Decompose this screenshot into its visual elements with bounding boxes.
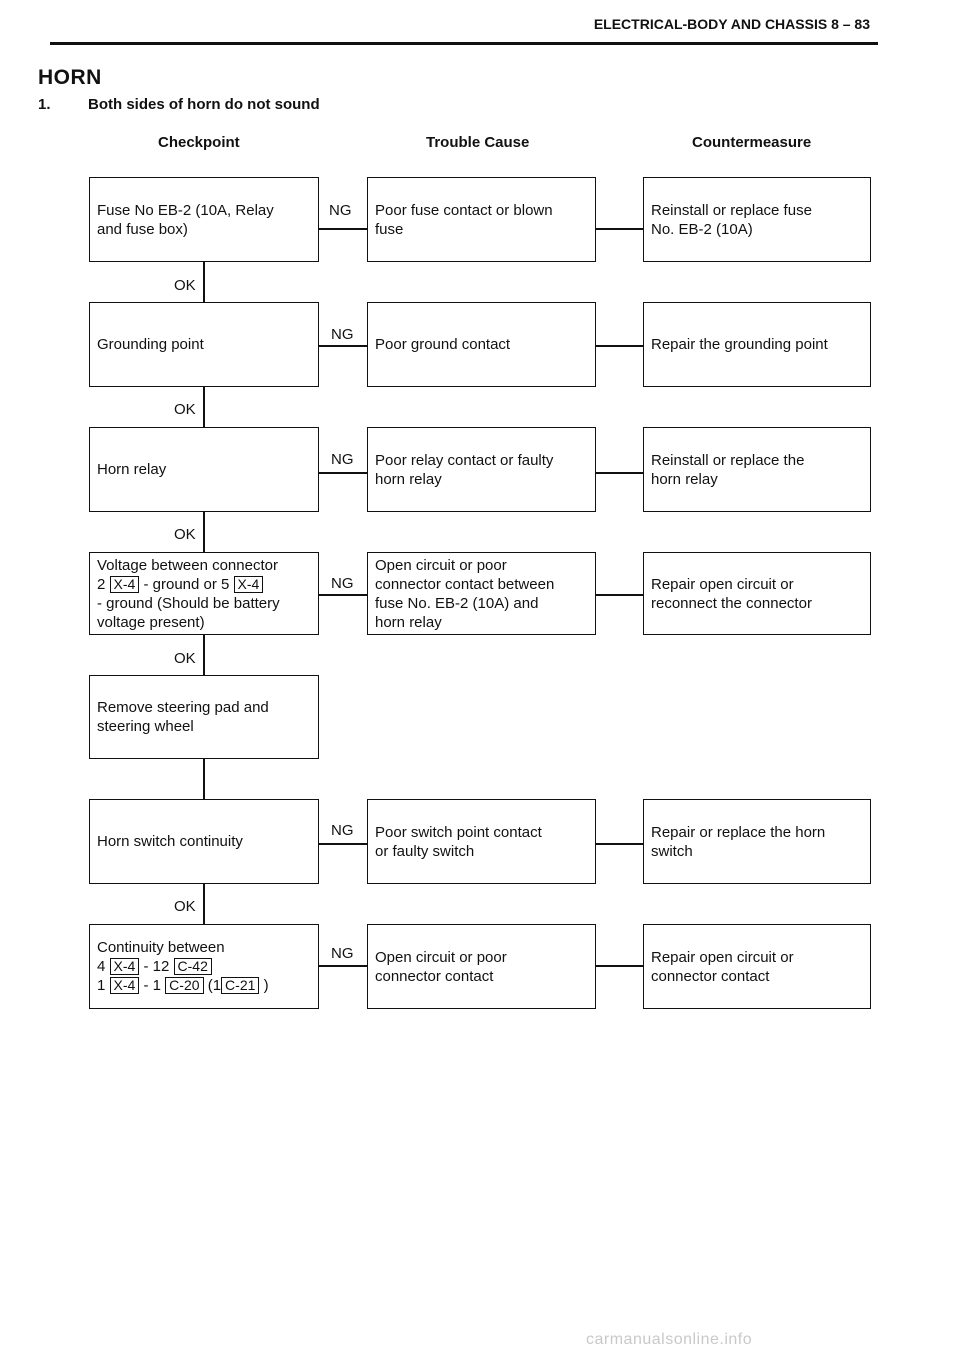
column-header-trouble-cause: Trouble Cause bbox=[426, 134, 530, 151]
checkpoint-box-continuity bbox=[89, 924, 319, 1009]
countermeasure-text: Reinstall or replace the bbox=[651, 451, 805, 469]
countermeasure-text: switch bbox=[651, 842, 693, 860]
cause-connector-line bbox=[596, 228, 643, 230]
connector-code: X-4 bbox=[110, 977, 140, 994]
cause-text: horn relay bbox=[375, 613, 442, 631]
cause-text: Poor fuse contact or blown bbox=[375, 201, 553, 219]
checkpoint-text: Horn switch continuity bbox=[97, 833, 243, 850]
ng-label: NG bbox=[331, 945, 354, 962]
connector-code: C-20 bbox=[165, 977, 203, 994]
checkpoint-text: Voltage between connector bbox=[97, 556, 278, 574]
checkpoint-box-fuse bbox=[89, 177, 319, 262]
countermeasure-box-horn-relay bbox=[643, 427, 871, 512]
ng-label: NG bbox=[329, 202, 352, 219]
checkpoint-text: Remove steering pad and bbox=[97, 699, 269, 716]
cause-connector-line bbox=[596, 345, 643, 347]
ng-connector-line bbox=[319, 965, 367, 967]
section-subtitle bbox=[38, 96, 320, 113]
checkpoint-text: ) bbox=[263, 977, 269, 994]
cause-box-voltage bbox=[367, 552, 596, 635]
cause-box-horn-relay bbox=[367, 427, 596, 512]
countermeasure-box-voltage bbox=[643, 552, 871, 635]
subtitle-text: Both sides of horn do not sound bbox=[88, 96, 320, 113]
cause-connector-line bbox=[596, 594, 643, 596]
cause-text: fuse bbox=[375, 220, 404, 238]
countermeasure-box-continuity bbox=[643, 924, 871, 1009]
connector-code: C-42 bbox=[174, 958, 212, 975]
ok-label: OK bbox=[174, 277, 196, 294]
cause-text: connector contact bbox=[375, 967, 494, 985]
checkpoint-text: and fuse box) bbox=[97, 220, 188, 238]
ok-label: OK bbox=[174, 898, 196, 915]
cause-text: horn relay bbox=[375, 470, 442, 488]
ok-connector-line bbox=[203, 262, 205, 302]
ok-connector-line bbox=[203, 884, 205, 924]
page-header-title: ELECTRICAL-BODY AND CHASSIS 8 – 83 bbox=[593, 16, 870, 32]
ok-connector-line bbox=[203, 512, 205, 552]
countermeasure-box-grounding bbox=[643, 302, 871, 387]
flow-connector-line bbox=[203, 759, 205, 799]
cause-text: fuse No. EB-2 (10A) and bbox=[375, 594, 539, 612]
cause-text: Poor relay contact or faulty bbox=[375, 451, 554, 469]
section-title: HORN bbox=[38, 66, 102, 89]
pin-number: 2 bbox=[97, 575, 106, 593]
cause-text: Poor ground contact bbox=[375, 336, 511, 353]
checkpoint-text: (1 bbox=[207, 977, 222, 994]
ng-label: NG bbox=[331, 575, 354, 592]
cause-text: connector contact between bbox=[375, 575, 555, 593]
checkpoint-text: - 12 bbox=[143, 958, 170, 975]
checkpoint-text: - ground or 5 bbox=[143, 575, 230, 593]
checkpoint-box-horn-switch bbox=[89, 799, 319, 884]
ok-label: OK bbox=[174, 650, 196, 667]
cause-box-grounding bbox=[367, 302, 596, 387]
ng-label: NG bbox=[331, 451, 354, 468]
ng-connector-line bbox=[319, 228, 367, 230]
checkpoint-text: Horn relay bbox=[97, 461, 167, 478]
column-header-countermeasure: Countermeasure bbox=[692, 134, 812, 151]
ok-connector-line bbox=[203, 635, 205, 675]
ng-label: NG bbox=[331, 822, 354, 839]
checkpoint-text: - ground (Should be battery bbox=[97, 594, 280, 612]
countermeasure-text: Repair open circuit or bbox=[651, 948, 794, 966]
connector-code: X-4 bbox=[110, 958, 140, 975]
cause-text: or faulty switch bbox=[375, 842, 475, 860]
countermeasure-text: Repair the grounding point bbox=[651, 336, 828, 353]
countermeasure-text: Repair open circuit or bbox=[651, 575, 794, 593]
ok-label: OK bbox=[174, 401, 196, 418]
checkpoint-connector-line bbox=[97, 976, 269, 995]
countermeasure-text: reconnect the connector bbox=[651, 594, 812, 612]
countermeasure-text: horn relay bbox=[651, 470, 718, 488]
column-header-checkpoint: Checkpoint bbox=[158, 134, 240, 151]
cause-box-horn-switch bbox=[367, 799, 596, 884]
checkpoint-text: Fuse No EB-2 (10A, Relay bbox=[97, 201, 274, 219]
ng-connector-line bbox=[319, 472, 367, 474]
ng-connector-line bbox=[319, 843, 367, 845]
ok-label: OK bbox=[174, 526, 196, 543]
checkpoint-box-voltage bbox=[89, 552, 319, 635]
ng-label: NG bbox=[331, 326, 354, 343]
cause-connector-line bbox=[596, 472, 643, 474]
watermark: carmanualsonline.info bbox=[586, 1331, 753, 1348]
countermeasure-text: Reinstall or replace fuse bbox=[651, 201, 812, 219]
cause-text: Open circuit or poor bbox=[375, 556, 507, 574]
cause-box-fuse bbox=[367, 177, 596, 262]
countermeasure-text: No. EB-2 (10A) bbox=[651, 220, 753, 238]
countermeasure-box-fuse bbox=[643, 177, 871, 262]
cause-connector-line bbox=[596, 965, 643, 967]
connector-code: X-4 bbox=[110, 576, 140, 593]
checkpoint-text: steering wheel bbox=[97, 718, 194, 735]
cause-text: Open circuit or poor bbox=[375, 948, 507, 966]
checkpoint-connector-line bbox=[97, 957, 269, 976]
checkpoint-box-horn-relay bbox=[89, 427, 319, 512]
checkpoint-box-grounding bbox=[89, 302, 319, 387]
checkpoint-connector-line bbox=[97, 575, 280, 594]
subtitle-number: 1. bbox=[38, 96, 51, 113]
checkpoint-text: voltage present) bbox=[97, 613, 205, 631]
checkpoint-text: Continuity between bbox=[97, 939, 225, 956]
cause-box-continuity bbox=[367, 924, 596, 1009]
checkpoint-text: Grounding point bbox=[97, 336, 204, 353]
cause-text: Poor switch point contact bbox=[375, 823, 542, 841]
pin-number: 1 bbox=[97, 977, 106, 994]
checkpoint-box-remove-steering bbox=[89, 675, 319, 759]
checkpoint-text: - 1 bbox=[143, 977, 161, 994]
pin-number: 4 bbox=[97, 958, 106, 975]
countermeasure-text: connector contact bbox=[651, 967, 770, 985]
connector-code: X-4 bbox=[234, 576, 264, 593]
cause-connector-line bbox=[596, 843, 643, 845]
header-rule bbox=[50, 42, 878, 45]
ng-connector-line bbox=[319, 345, 367, 347]
ng-connector-line bbox=[319, 594, 367, 596]
countermeasure-text: Repair or replace the horn bbox=[651, 823, 826, 841]
countermeasure-box-horn-switch bbox=[643, 799, 871, 884]
connector-code: C-21 bbox=[221, 977, 259, 994]
ok-connector-line bbox=[203, 387, 205, 427]
